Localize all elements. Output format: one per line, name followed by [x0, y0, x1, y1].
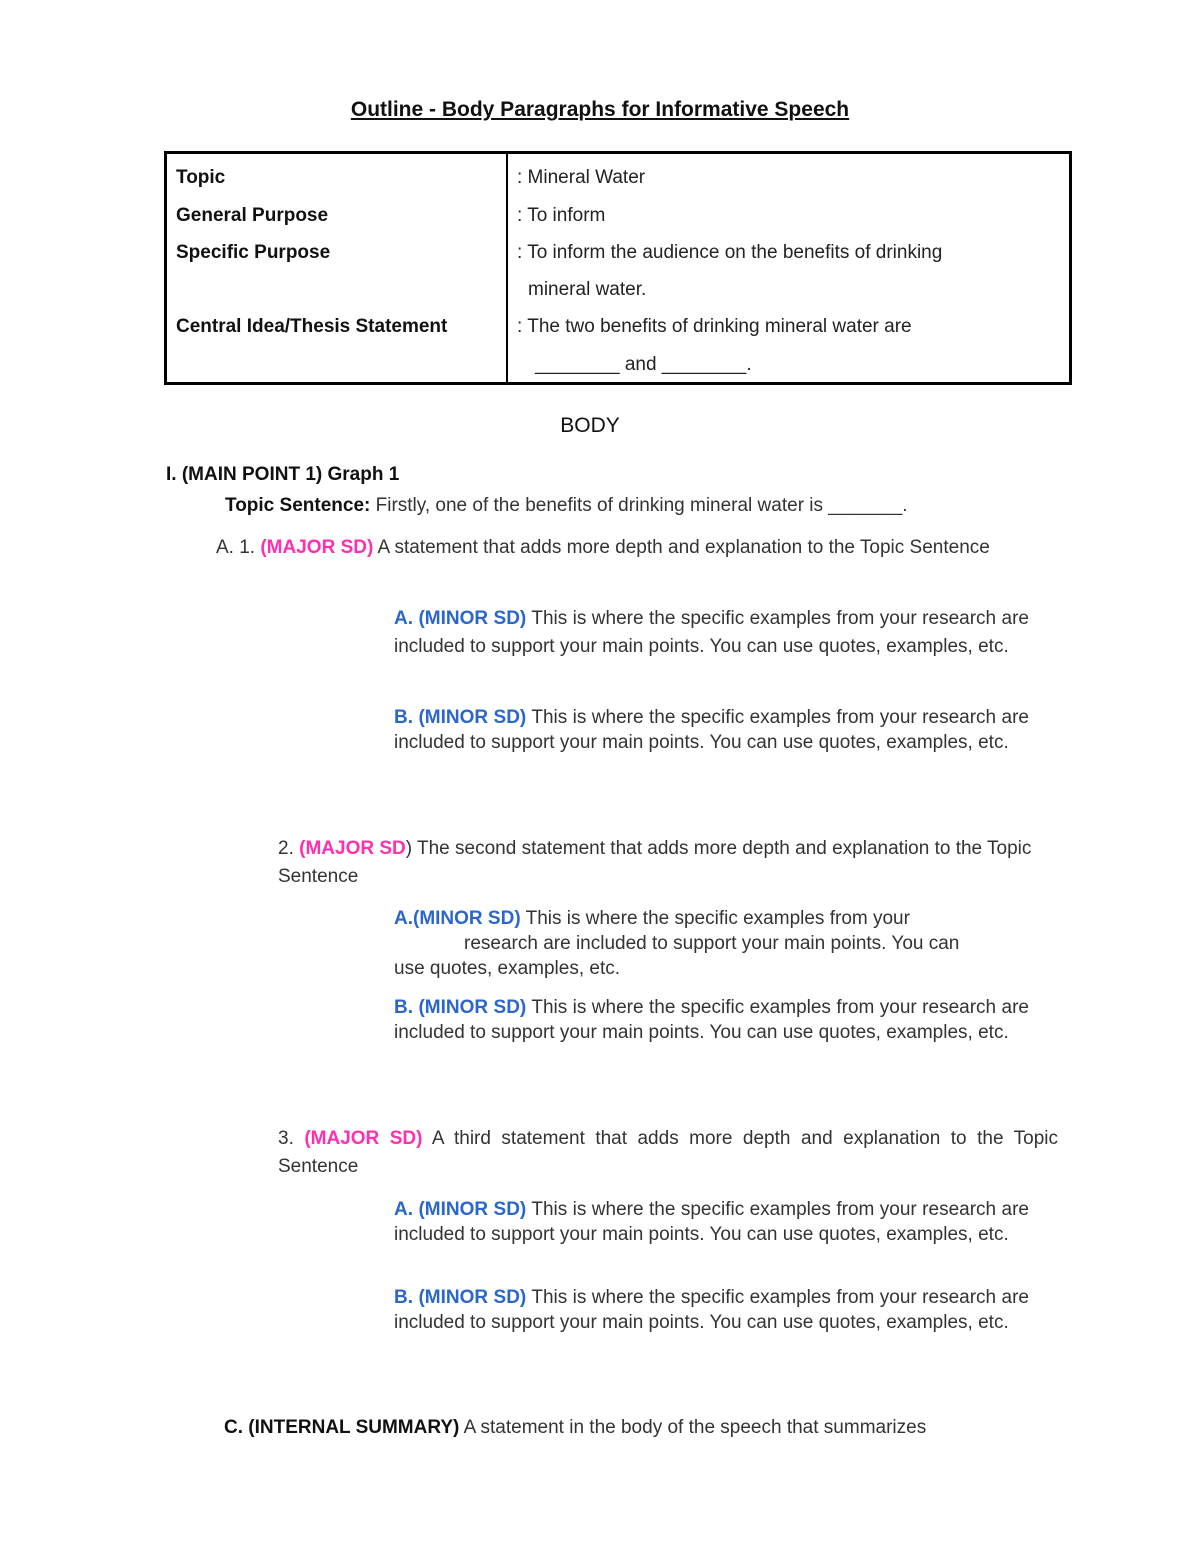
minor-sd-2a [394, 906, 1034, 981]
major-sd-3-text: A third statement that adds more depth and explanation to the Topic Sentence [278, 1128, 1058, 1177]
major-sd-3-prefix: 3. [278, 1128, 305, 1149]
table-divider [506, 154, 508, 382]
minor-sd-3b-letter: B. [394, 1287, 419, 1308]
minor-sd-2a-letter: A. [394, 908, 413, 929]
major-sd-2-tag: (MAJOR SD [299, 838, 406, 859]
thesis-value: : The two benefits of drinking mineral water are [517, 316, 912, 337]
topic-value: : Mineral Water [517, 167, 646, 188]
major-sd-2-tag-suffix: ) [405, 838, 413, 859]
minor-sd-2a-line2: research are included to support your main points. You can [464, 933, 960, 954]
thesis-label: Central Idea/Thesis Statement [176, 316, 448, 337]
minor-sd-2a-text: This is where the specific examples from your [520, 908, 910, 929]
topic-sentence [225, 494, 1025, 518]
major-sd-1-prefix: A. 1. [216, 537, 261, 558]
minor-sd-1a-text: This is where the specific examples from your research are included to support your main points. You can use quotes, examples, etc. [394, 608, 1029, 657]
minor-sd-2a-line1 [394, 906, 1034, 931]
internal-summary-text: A statement in the body of the speech that summarizes [459, 1417, 927, 1438]
topic-label: Topic [176, 167, 226, 188]
minor-sd-3a-text: This is where the specific examples from your research are included to support your main points. You can use quotes, examples, etc. [394, 1199, 1029, 1245]
minor-sd-1a [394, 605, 1029, 661]
main-point-heading: I. (MAIN POINT 1) Graph 1 [166, 464, 400, 485]
major-sd-3 [278, 1125, 1058, 1181]
minor-sd-1b-tag: (MINOR SD) [418, 707, 527, 728]
topic-sentence-label: Topic Sentence: [225, 495, 371, 516]
general-purpose-value: : To inform [517, 205, 606, 226]
minor-sd-2b-tag: (MINOR SD) [418, 997, 527, 1018]
minor-sd-3a [394, 1197, 1029, 1247]
minor-sd-3b-text: This is where the specific examples from your research are included to support your main points. You can use quotes, examples, etc. [394, 1287, 1029, 1333]
minor-sd-1a-letter: A. [394, 608, 419, 629]
minor-sd-3a-letter: A. [394, 1199, 419, 1220]
minor-sd-2b-letter: B. [394, 997, 419, 1018]
major-sd-2-prefix: 2. [278, 838, 300, 859]
topic-sentence-text: Firstly, one of the benefits of drinking mineral water is _______. [370, 495, 908, 516]
major-sd-1-tag: (MAJOR SD) [260, 537, 374, 558]
minor-sd-1b-text: This is where the specific examples from your research are included to support your main points. You can use quotes, examples, etc. [394, 707, 1029, 753]
thesis-value-cont: ________ and ________. [535, 354, 752, 375]
internal-summary-tag: C. (INTERNAL SUMMARY) [224, 1417, 460, 1438]
minor-sd-1b [394, 705, 1029, 755]
minor-sd-2b-text: This is where the specific examples from your research are included to support your main points. You can use quotes, examples, etc. [394, 997, 1029, 1043]
minor-sd-2a-tag: (MINOR SD) [413, 908, 521, 929]
major-sd-3-tag: (MAJOR SD) [304, 1128, 423, 1149]
specific-purpose-label: Specific Purpose [176, 242, 331, 263]
minor-sd-2b [394, 995, 1029, 1045]
document-title: Outline - Body Paragraphs for Informative Speech [350, 98, 850, 121]
minor-sd-3b [394, 1285, 1029, 1335]
minor-sd-3b-tag: (MINOR SD) [418, 1287, 527, 1308]
major-sd-2 [278, 835, 1068, 891]
general-purpose-label: General Purpose [176, 205, 329, 226]
minor-sd-2a-line3: use quotes, examples, etc. [394, 958, 621, 979]
specific-purpose-value: : To inform the audience on the benefits of drinking [517, 242, 943, 263]
specific-purpose-value-cont: mineral water. [528, 279, 647, 300]
minor-sd-1b-letter: B. [394, 707, 419, 728]
minor-sd-1a-tag: (MINOR SD) [418, 608, 527, 629]
internal-summary [224, 1416, 1124, 1440]
body-heading: BODY [560, 414, 620, 437]
major-sd-1 [216, 534, 1077, 562]
major-sd-1-text: A statement that adds more depth and explanation to the Topic Sentence [373, 537, 990, 558]
speech-info-table [164, 151, 1072, 385]
major-sd-2-text: The second statement that adds more depth and explanation to the Topic Sentence [278, 838, 1032, 887]
minor-sd-3a-tag: (MINOR SD) [418, 1199, 527, 1220]
